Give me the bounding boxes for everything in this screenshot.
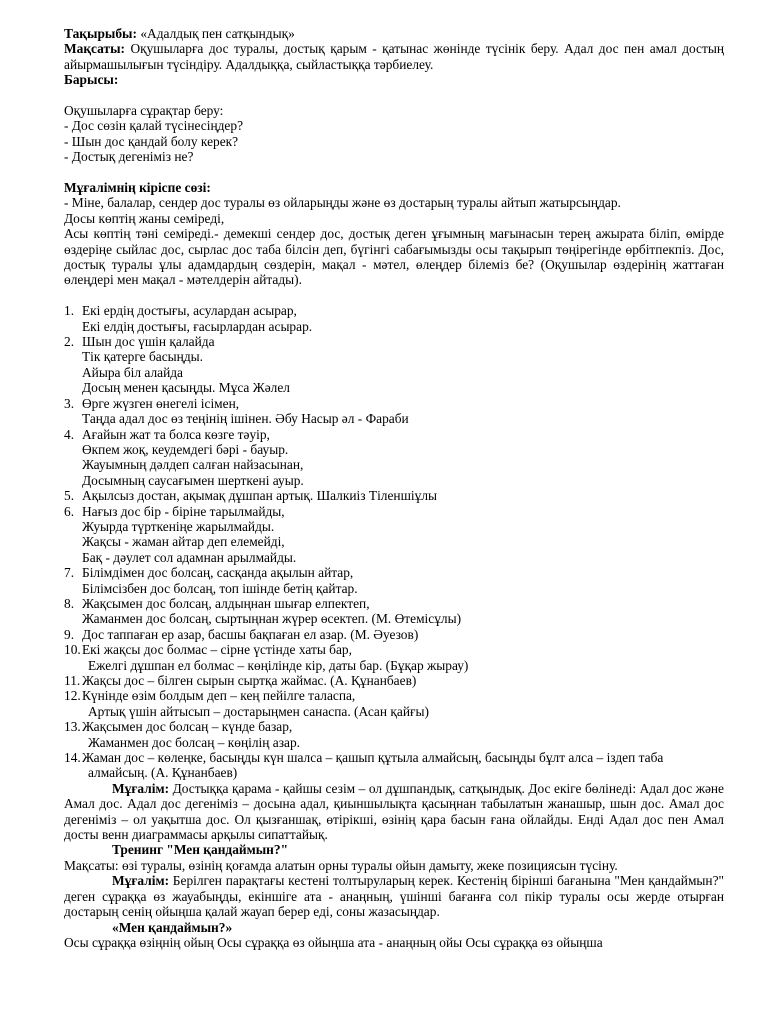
spacer: [64, 288, 724, 303]
saying-number: 8.: [64, 595, 75, 611]
teacher-intro-paragraph: Асы көптің тәні семіреді.- демекші сендер дос, достық деген ұғымның мағынасын терең ажырата біліп, өмірде өздеріңе сыйлас дос, сырлас дос таба білсін деп, бүгінгі сабағымызды осы тақырып төңірегінде өрбітпекпіз. Дос, достық туралы ұлы адамдардың сөздерін, мақал - мәтел, өлеңдер білеміз бе? (Оқушылар өздерінің жаттаған өлеңдері мен мақал - мәтелдерін айтады).: [64, 226, 724, 288]
saying-item: [64, 673, 724, 688]
saying-line: Досымның саусағымен шерткені ауыр.: [82, 472, 304, 488]
process-label: Барысы:: [64, 72, 119, 88]
saying-item: [64, 334, 724, 396]
saying-line: Жақсы - жаман айтар деп елемейді,: [82, 534, 285, 550]
saying-line: Дос таппаған ер азар, басшы бақпаған ел азар. (М. Әуезов): [82, 626, 419, 642]
saying-line: алмайсың. (А. Құнанбаев): [88, 765, 238, 781]
saying-line: Жақсымен дос болсаң, алдыңнан шығар елпектеп,: [82, 595, 370, 611]
saying-line: Таңда адал дос өз теңінің ішінен. Әбу Насыр әл - Фараби: [82, 411, 409, 427]
saying-line: Нағыз дос бір - біріне тарылмайды,: [82, 503, 285, 519]
teacher-word-text: Достыққа қарама - қайшы сезім – ол дұшпандық, сатқындық. Дос екіге бөлінеді: Адал дос және Амал дос. Адал дос дегеніміз – досына адал, қиыншылықта қасыңнан табылатын жанашыр, шын дос. Амал дос дегеніміз – ол уақытша дос. Ол қызғаншақ, өтірікші, өзінің қара басын ғана ойлайды. Енді Адал дос пен Амал досты венн диаграммасы арқылы сипаттайық.: [64, 780, 724, 843]
saying-line: Білімдімен дос болсаң, сасқанда ақылын айтар,: [82, 565, 354, 581]
saying-line: Екі елдің достығы, ғасырлардан асырар.: [82, 318, 313, 334]
saying-line: Ағайын жат та болса көзге тәуір,: [82, 426, 270, 442]
teacher-word-paragraph: [64, 781, 724, 843]
goal-label: Мақсаты:: [64, 41, 125, 57]
saying-line: Жақсымен дос болсаң – күнде базар,: [82, 719, 293, 735]
saying-number: 4.: [64, 426, 75, 442]
saying-line: Досың менен қасыңды. Мұса Жәлел: [82, 380, 290, 396]
teacher-intro-line: - Міне, балалар, сендер дос туралы өз ойларыңды және өз достарың туралы айтып жатырсыңдар.: [64, 195, 621, 211]
saying-number: 11.: [64, 673, 81, 689]
training-subtitle: «Мен қандаймын?»: [112, 919, 233, 935]
saying-item: [64, 750, 724, 781]
topic-line: [64, 26, 724, 41]
saying-line: Жаман дос – көлеңке, басыңды күн шалса – қашып құтыла алмайсың, басыңды бұлт алса – іздеп таба: [82, 750, 664, 766]
document-page: [64, 26, 724, 950]
saying-item: [64, 427, 724, 489]
topic-value: «Адалдық пен сатқындық»: [136, 26, 295, 41]
saying-item: [64, 719, 724, 750]
saying-line: Өрге жүзген өнегелі ісімен,: [82, 395, 240, 411]
sayings-list: [64, 303, 724, 781]
saying-line: Шын дос үшін қалайда: [82, 334, 215, 350]
saying-item: [64, 565, 724, 596]
saying-line: Екі ердің достығы, асулардан асырар,: [82, 303, 297, 319]
saying-line: Өкпем жоқ, кеудемдегі бәрі - бауыр.: [82, 441, 289, 457]
saying-line: Екі жақсы дос болмас – сірне үстінде хаты бар,: [82, 642, 352, 658]
table-header-line: Осы сұраққа өзіңнің ойың Осы сұраққа өз ойыңша ата - анаңның ойы Осы сұраққа өз ойыңша: [64, 934, 603, 950]
saying-line: Жауымның дәлдеп салған найзасынан,: [82, 457, 304, 473]
saying-line: Білімсізбен дос болсаң, топ ішінде бетің қайтар.: [82, 580, 358, 596]
saying-number: 1.: [64, 303, 75, 319]
training-teacher-text: Берілген парақтағы кестені толтыруларың керек. Кестенің бірінші бағанына "Мен қандаймын?" деген сұраққа өз жауабыңды, екіншіге ата - анаңның, үшінші бағанға сол пікір туралы осы жерде отырған достарың сенің ойыңша қалай жауап берер еді, соны жазасыңдар.: [64, 873, 724, 920]
teacher-intro-line: Досы көптің жаны семіреді,: [64, 210, 225, 226]
question-item: - Дос сөзін қалай түсінесіңдер?: [64, 118, 244, 134]
saying-item: [64, 688, 724, 719]
topic-label: Тақырыбы:: [64, 26, 137, 41]
training-title: Тренинг "Мен қандаймын?": [112, 842, 289, 858]
teacher-word-label: Мұғалім:: [112, 780, 170, 796]
saying-item: [64, 504, 724, 566]
teacher-intro-title: Мұғалімнің кіріспе сөзі:: [64, 180, 211, 196]
saying-line: Тік қатерге басыңды.: [82, 349, 203, 365]
saying-item: [64, 396, 724, 427]
saying-number: 13.: [64, 719, 81, 735]
training-teacher-label: Мұғалім:: [112, 873, 170, 889]
saying-line: Жаманмен дос болсаң – көңілің азар.: [88, 734, 301, 750]
saying-line: Артық үшін айтысып – достарыңмен санаспа. (Асан қайғы): [88, 703, 429, 719]
saying-item: [64, 596, 724, 627]
saying-line: Айыра біл алайда: [82, 364, 183, 380]
saying-number: 3.: [64, 395, 75, 411]
saying-line: Күнінде өзім болдым деп – кең пейілге таласпа,: [82, 688, 356, 704]
saying-item: [64, 303, 724, 334]
question-item: - Достық дегеніміз не?: [64, 149, 194, 165]
training-teacher-paragraph: [64, 873, 724, 919]
saying-line: Ежелгі дұшпан ел болмас – көңілінде кір, даты бар. (Бұқар жырау): [88, 657, 469, 673]
spacer: [64, 88, 724, 103]
question-item: - Шын дос қандай болу керек?: [64, 133, 239, 149]
saying-item: [64, 627, 724, 642]
spacer: [64, 165, 724, 180]
saying-line: Жуырда түрткеніңе жарылмайды.: [82, 518, 275, 534]
saying-item: [64, 488, 724, 503]
saying-line: Жаманмен дос болсаң, сыртыңнан жүрер өсектеп. (М. Өтемісұлы): [82, 611, 462, 627]
saying-line: Жақсы дос – білген сырын сыртқа жаймас. (А. Құнанбаев): [82, 673, 417, 689]
saying-number: 6.: [64, 503, 75, 519]
saying-number: 14.: [64, 750, 81, 766]
saying-line: Бақ - дәулет сол адамнан арылмайды.: [82, 549, 297, 565]
saying-number: 12.: [64, 688, 81, 704]
goal-value: Оқушыларға дос туралы, достық қарым - қатынас жөнінде түсінік беру. Адал дос пен амал достың айырмашылығын түсіндіру. Адалдыққа, сыйластыққа тәрбиелеу.: [64, 41, 724, 72]
saying-number: 2.: [64, 334, 75, 350]
saying-line: Ақылсыз достан, ақымақ дұшпан артық. Шалкиіз Тіленшіұлы: [82, 488, 437, 504]
saying-item: [64, 642, 724, 673]
saying-number: 7.: [64, 565, 75, 581]
goal-paragraph: [64, 41, 724, 72]
saying-number: 9.: [64, 626, 75, 642]
questions-intro: Оқушыларға сұрақтар беру:: [64, 103, 224, 119]
training-goal: Мақсаты: өзі туралы, өзінің қоғамда алатын орны туралы ойын дамыту, жеке позициясын түсіну.: [64, 857, 618, 873]
saying-number: 5.: [64, 488, 75, 504]
saying-number: 10.: [64, 642, 81, 658]
